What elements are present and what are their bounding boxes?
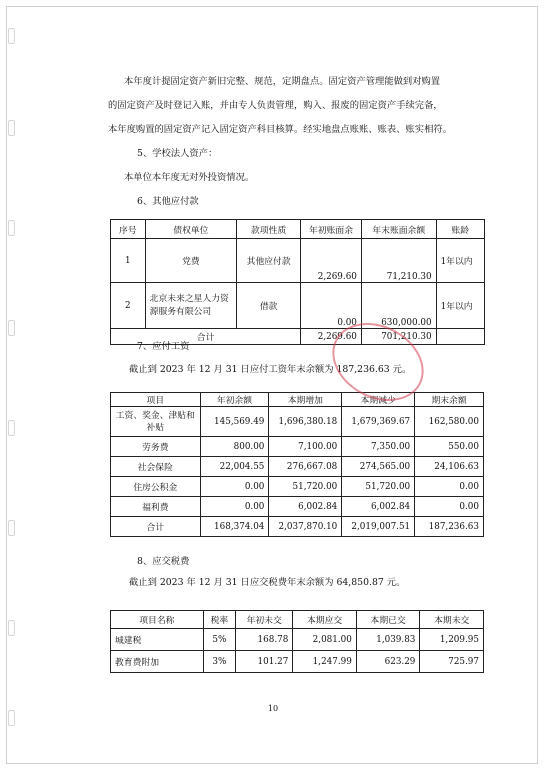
table-row: 住房公积金 0.00 51,720.00 51,720.00 0.00 bbox=[111, 477, 484, 497]
section-title: 6、其他应付款 bbox=[137, 196, 199, 207]
table-row: 教育费附加 3% 101.27 1,247.99 623.29 725.97 bbox=[111, 651, 484, 673]
section-text: 本单位本年度无对外投资情况。 bbox=[124, 172, 255, 183]
binding-holes bbox=[8, 10, 18, 760]
page-number: 10 bbox=[267, 704, 279, 713]
wages-payable-table: 项目 年初余额 本期增加 本期减少 期末余额 工资、奖金、津贴和补贴 145,569.49 1,696,380.18 1,679,369.67 162,580.00 劳务费 800.00 7,100.00 7,350.00 550.00 社会保险 22,004.55 276,667.08 274,565.00 24,106.63 住房公积金 0.00 51,720.00 51,720.00 0.00 福利费 0.00 6,002.84 6,002.84 0.00 合计 168,374.04 2,037,870.10 2,019,007.51 187,236.63 bbox=[110, 392, 484, 537]
table-row: 1 党费 其他应付款 2,269.60 71,210.30 1年以内 bbox=[111, 239, 485, 283]
table-row: 工资、奖金、津贴和补贴 145,569.49 1,696,380.18 1,679,369.67 162,580.00 bbox=[111, 407, 484, 437]
section-text: 截止到 2023 年 12 月 31 日应付工资年末余额为 187,236.63 元。 bbox=[129, 364, 412, 375]
table-row: 福利费 0.00 6,002.84 6,002.84 0.00 bbox=[111, 497, 484, 517]
section-title: 7、应付工资 bbox=[137, 341, 190, 352]
table-row: 劳务费 800.00 7,100.00 7,350.00 550.00 bbox=[111, 437, 484, 457]
paragraph-line: 本年度购置的固定资产记入固定资产科目核算。经实地盘点账账、账表、账实相符。 bbox=[108, 124, 452, 135]
paragraph-line: 的固定资产及时登记入账，并由专人负责管理，购入、报废的固定资产手续完备， bbox=[108, 100, 443, 111]
paragraph-line: 本年度计提固定资产新旧完整、规范，定期盘点。固定资产管理能做到对购置 bbox=[124, 76, 441, 87]
section-text: 截止到 2023 年 12 月 31 日应交税费年末余额为 64,850.87 元。 bbox=[129, 577, 406, 588]
table-row-total: 合计 2,269.60 701,210.30 bbox=[111, 329, 485, 345]
section-title: 5、学校法人资产： bbox=[137, 148, 218, 159]
table-row-total: 合计 168,374.04 2,037,870.10 2,019,007.51 187,236.63 bbox=[111, 517, 484, 537]
section-title: 8、应交税费 bbox=[137, 556, 190, 567]
taxes-payable-table: 项目名称 税率 年初未交 本期应交 本期已交 本期未交 城建税 5% 168.78 2,081.00 1,039.83 1,209.95 教育费附加 3% 101.27 1,247.99 623.29 725.97 bbox=[110, 610, 484, 673]
table-row: 2 北京未来之星人力资源服务有限公司 借款 0.00 630,000.00 1年以内 bbox=[111, 283, 485, 329]
table-row: 社会保险 22,004.55 276,667.08 274,565.00 24,106.63 bbox=[111, 457, 484, 477]
other-payables-table: 序号 债权单位 款项性质 年初账面余 年末账面余额 账龄 1 党费 其他应付款 2,269.60 71,210.30 1年以内 2 北京未来之星人力资源服务有限公司 借款 0.00 630,000.00 1年以内 合计 2,269.60 701,210.30 bbox=[110, 219, 485, 345]
table-row: 城建税 5% 168.78 2,081.00 1,039.83 1,209.95 bbox=[111, 629, 484, 651]
